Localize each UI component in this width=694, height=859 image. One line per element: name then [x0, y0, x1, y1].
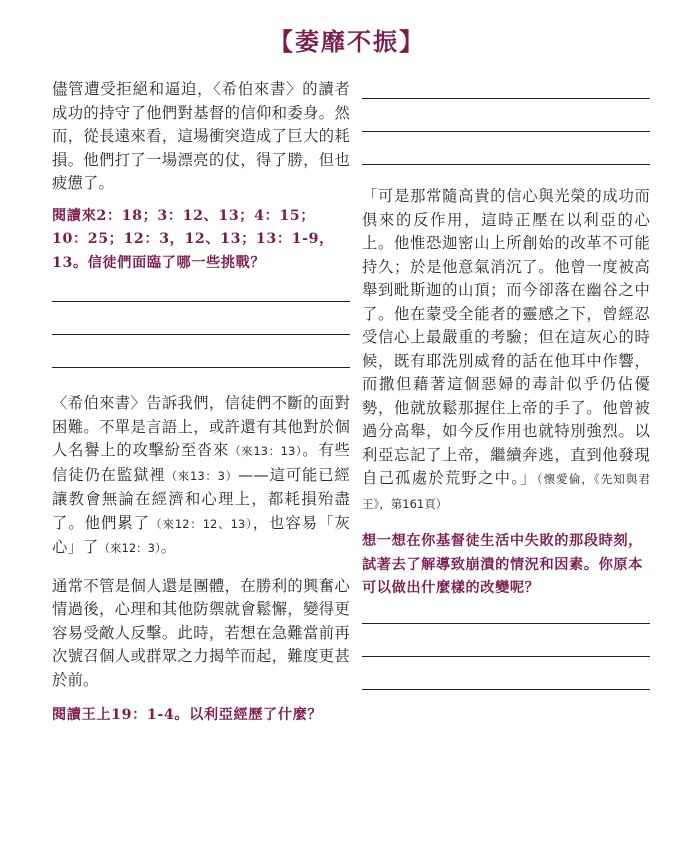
- victory-paragraph: 通常不管是個人還是團體，在勝利的興奮心情過後，心理和其他防禦就會鬆懈，變得更容易受敵人反擊。此時，若想在急難當前再次號召個人或群眾之力揭竿而起，難度更甚於前。: [52, 576, 350, 689]
- reflection-question: 想一想在你基督徒生活中失敗的那段時刻，試著去了解導致崩潰的情況和因素。你原本可以做出什麼樣的改變呢？: [362, 533, 643, 596]
- scripture-reference: （來13：13）: [229, 444, 303, 458]
- intro-paragraph: 儘管遭受拒絕和逼迫，〈希伯來書〉的讀者成功的持守了他們對基督的信仰和委身。然而，從長遠來看，這場衝突造成了巨大的耗損。他們打了一場漂亮的仗，得了勝，但也疲憊了。: [52, 80, 350, 192]
- answer-line[interactable]: [362, 98, 650, 99]
- paragraph-text: 。: [160, 538, 177, 556]
- page-title: 【萎靡不振】: [269, 27, 425, 56]
- answer-line[interactable]: [52, 301, 350, 302]
- answer-line[interactable]: [362, 131, 650, 132]
- quote-text: 「可是那常隨高貴的信心與光榮的成功而俱來的反作用，這時正壓在以利亞的心上。他惟恐迦密山上所創始的改革不可能持久；於是他意氣消沉了。他曾一度被高舉到毗斯迦的山頂；而今卻落在幽谷之中了。他在蒙受全能者的靈感之下，曾經忍受信心上最嚴重的考驗；但在這灰心的時候，既有耶洗別威脅的話在他耳中作響，而撒但藉著這個惡婦的毒計似乎仍佔優勢，他就放鬆那握住上帝的手了。他曾被過分高舉，如今反作用也就特別強烈。以利亞忘記了上帝，繼續奔逃，直到他發現自己孤處於荒野之中。」: [362, 187, 650, 487]
- scripture-reference: （來12：3）: [98, 541, 161, 555]
- paragraph-text: ——這可能已經讓教會無論在經濟和心理上，都耗損殆盡了。他們累了: [52, 465, 351, 532]
- answer-lines-top: [362, 98, 650, 165]
- answer-lines-1: [52, 301, 350, 368]
- paragraph-text: ，也容易「灰心」了: [52, 513, 350, 556]
- quote-paragraph: [362, 185, 650, 516]
- answer-line[interactable]: [52, 334, 350, 335]
- scripture-reference: （來13：3）: [165, 468, 238, 483]
- challenges-paragraph: [52, 392, 350, 561]
- left-column: [52, 78, 350, 728]
- answer-line[interactable]: [362, 689, 650, 690]
- answer-line[interactable]: [362, 164, 650, 165]
- answer-line[interactable]: [362, 656, 650, 657]
- answer-line[interactable]: [362, 623, 650, 624]
- paragraph-text: 。有些信徒仍在監獄裡: [52, 441, 350, 484]
- paragraph-text: 〈希伯來書〉告訴我們，信徒們不斷的面對困難。不單是言語上，或許還有其他對於個人名譽上的攻擊紛至沓來: [52, 394, 350, 459]
- reading-question-1: 閱讀來2：18；3：12、13；4：15；10：25；12：3，12、13；13：1-9，13。信徒們面臨了哪一些挑戰？: [52, 207, 334, 271]
- answer-line[interactable]: [52, 367, 350, 368]
- quote-citation: （懷愛倫，《先知與君王》，第161頁）: [362, 472, 651, 511]
- right-column: [362, 88, 650, 722]
- reading-question-2: 閱讀王上19：1-4。以利亞經歷了什麼？: [52, 707, 323, 723]
- scripture-reference: （來12：12、13）: [150, 516, 253, 531]
- answer-lines-bottom: [362, 623, 650, 690]
